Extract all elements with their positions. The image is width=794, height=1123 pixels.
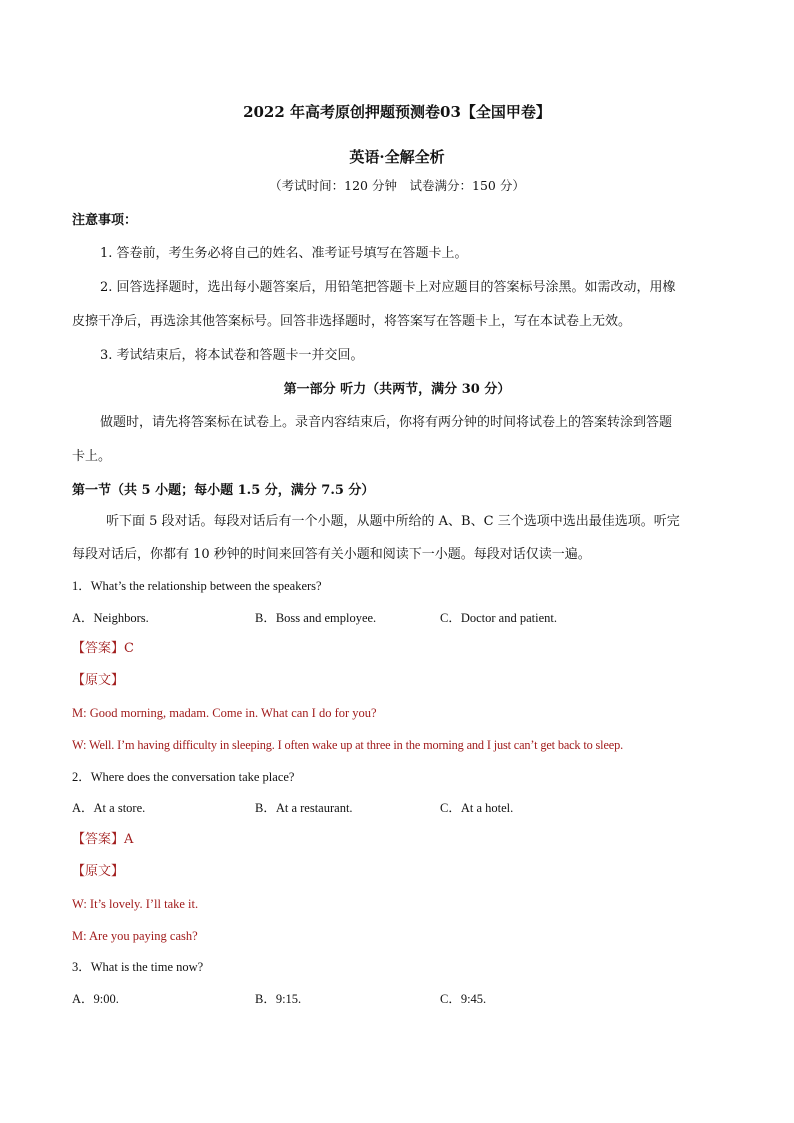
- section1-heading: 第一节（共 5 小题；每小题 1.5 分，满分 7.5 分）: [72, 483, 375, 498]
- question-1: 1．What’s the relationship between the speakers?: [72, 579, 322, 593]
- section1-intro-line-1: 听下面 5 段对话。每段对话后有一个小题，从题中所给的 A、B、C 三个选项中选出最佳选项。听完: [106, 514, 680, 529]
- q1-option-a: A．Neighbors.: [72, 611, 149, 625]
- q1-transcript-label: 【原文】: [72, 673, 125, 688]
- q2-option-a: A．At a store.: [72, 801, 146, 815]
- section1-intro-line-2: 每段对话后，你都有 10 秒钟的时间来回答有关小题和阅读下一小题。每段对话仅读一遍。: [72, 547, 591, 562]
- q2-option-c: C．At a hotel.: [440, 801, 514, 815]
- part1-intro-line-2: 卡上。: [72, 449, 112, 464]
- q3-option-a: A．9:00.: [72, 992, 119, 1006]
- q1-option-b: B．Boss and employee.: [255, 611, 377, 625]
- notice-item-1: 1. 答卷前，考生务必将自己的姓名、准考证号填写在答题卡上。: [100, 246, 468, 261]
- question-2: 2．Where does the conversation take place?: [72, 770, 295, 784]
- page-subtitle: 英语·全解全析: [349, 148, 445, 166]
- q2-transcript-line-2: M: Are you paying cash?: [72, 929, 198, 943]
- q1-transcript-line-2: W: Well. I’m having difficulty in sleeping. I often wake up at three in the morning and I just can’t get back to sleep.: [72, 738, 623, 752]
- part1-heading: 第一部分 听力（共两节，满分 30 分）: [283, 382, 511, 397]
- exam-info: （考试时间：120 分钟 试卷满分：150 分）: [269, 178, 525, 193]
- notice-heading: 注意事项：: [72, 213, 138, 228]
- q2-transcript-label: 【原文】: [72, 864, 125, 879]
- q2-transcript-line-1: W: It’s lovely. I’ll take it.: [72, 897, 199, 911]
- q3-option-c: C．9:45.: [440, 992, 487, 1006]
- q3-option-b: B．9:15.: [255, 992, 302, 1006]
- notice-item-3: 3. 考试结束后，将本试卷和答题卡一并交回。: [100, 348, 364, 363]
- q1-answer: 【答案】C: [72, 641, 134, 656]
- notice-item-2-line-1: 2. 回答选择题时，选出每小题答案后，用铅笔把答题卡上对应题目的答案标号涂黑。如需改动，用橡: [100, 280, 676, 295]
- notice-item-2-line-2: 皮擦干净后，再选涂其他答案标号。回答非选择题时，将答案写在答题卡上，写在本试卷上无效。: [72, 314, 632, 329]
- question-3: 3．What is the time now?: [72, 960, 204, 974]
- q1-transcript-line-1: M: Good morning, madam. Come in. What can I do for you?: [72, 706, 377, 720]
- page-title: 2022 年高考原创押题预测卷03【全国甲卷】: [243, 103, 551, 121]
- q2-answer: 【答案】A: [72, 832, 134, 847]
- part1-intro-line-1: 做题时，请先将答案标在试卷上。录音内容结束后，你将有两分钟的时间将试卷上的答案转涂到答题: [100, 415, 673, 430]
- q1-option-c: C．Doctor and patient.: [440, 611, 557, 625]
- q2-option-b: B．At a restaurant.: [255, 801, 353, 815]
